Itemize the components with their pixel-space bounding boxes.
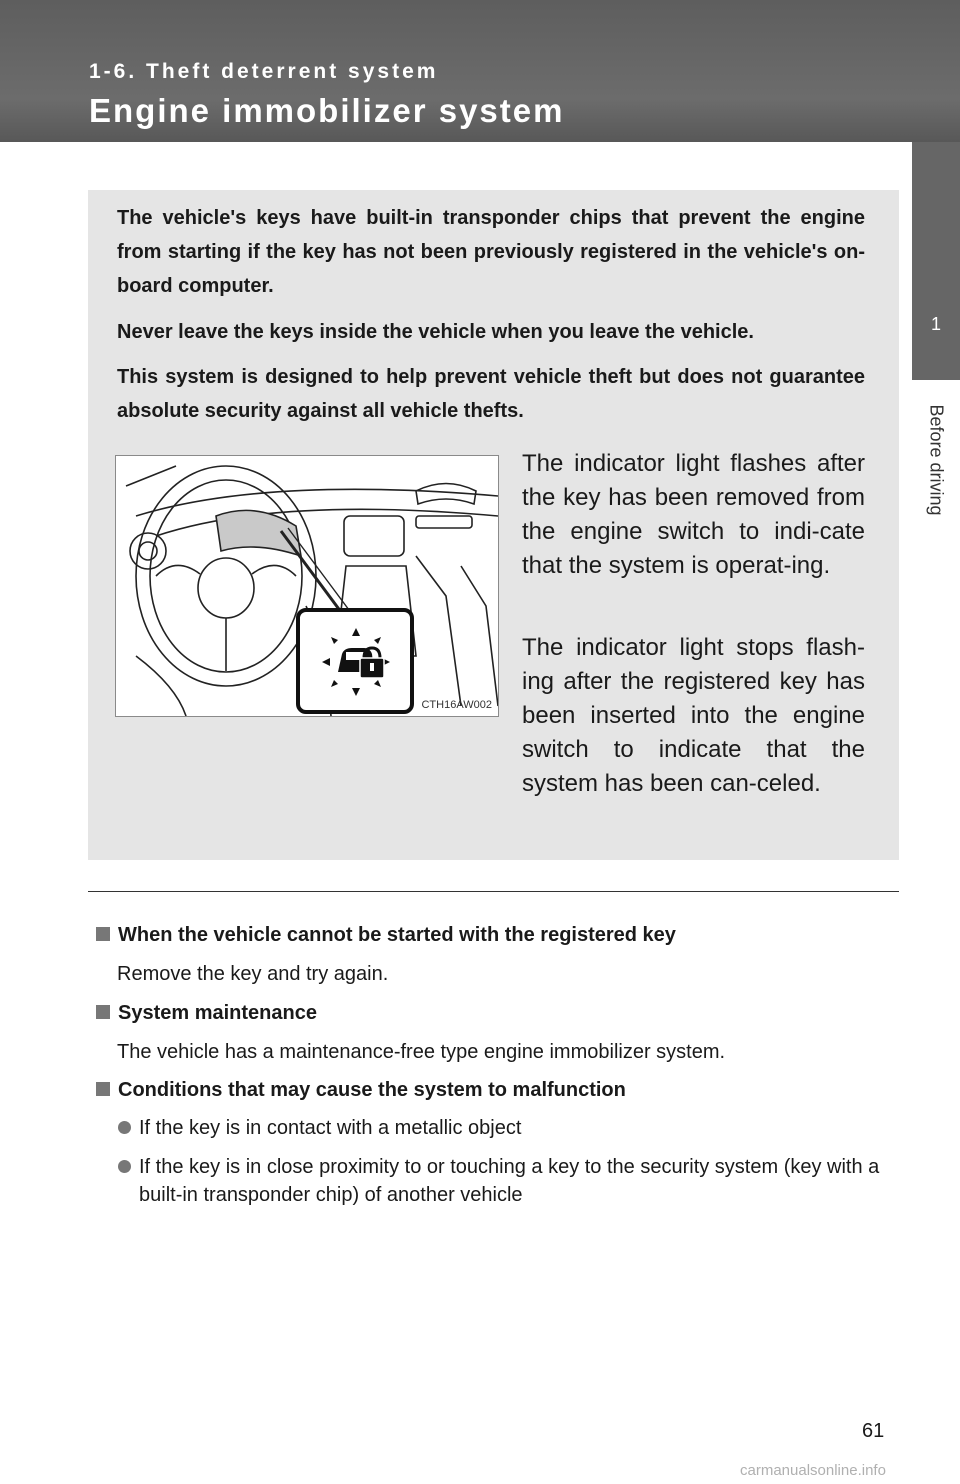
dashboard-illustration (115, 455, 499, 717)
chapter-tab (912, 142, 960, 380)
indicator-description-2: The indicator light stops flash-ing after the registered key has been inserted into the engine switch to indicate that the system has been can-celed. (522, 634, 865, 797)
circle-bullet-icon (118, 1160, 131, 1173)
note-body-2: The vehicle has a maintenance-free type engine immobilizer system. (117, 1041, 726, 1063)
list-item: If the key is in close proximity to or touching a key to the security system (key with a built-in transponder chip) of another vehicle (96, 1153, 886, 1209)
section-label: 1-6. Theft deterrent system (89, 60, 439, 83)
indicator-description-1: The indicator light flashes after the key has been removed from the engine switch to indi-cate that the system is operat-ing. (522, 450, 865, 579)
intro-paragraph-1: The vehicle's keys have built-in transponder chips that prevent the engine from starting if the key has not been previously registered in the vehicle's on-board computer. (117, 207, 865, 297)
section-divider (88, 891, 899, 892)
illustration-code: CTH16AW002 (421, 699, 492, 711)
chapter-tab-number: 1 (930, 314, 941, 334)
dashboard-drawing (116, 456, 498, 716)
intro-paragraph-2: Never leave the keys inside the vehicle when you leave the vehicle. (117, 321, 754, 343)
square-bullet-icon (96, 1005, 110, 1019)
note-body-1: Remove the key and try again. (117, 963, 389, 985)
note-heading-3: Conditions that may cause the system to malfunction (96, 1077, 626, 1103)
page-number: 61 (862, 1420, 885, 1442)
page-title: Engine immobilizer system (89, 92, 565, 129)
intro-paragraph-3: This system is designed to help prevent vehicle theft but does not guarantee absolute security against all vehicle thefts. (117, 366, 865, 422)
square-bullet-icon (96, 1082, 110, 1096)
circle-bullet-icon (118, 1121, 131, 1134)
note-heading-2: System maintenance (96, 1000, 317, 1026)
watermark: carmanualsonline.info (740, 1462, 886, 1479)
list-item: If the key is in contact with a metallic object (96, 1114, 886, 1142)
square-bullet-icon (96, 927, 110, 941)
chapter-tab-label: Before driving (926, 404, 947, 516)
note-heading-1: When the vehicle cannot be started with the registered key (96, 922, 676, 948)
